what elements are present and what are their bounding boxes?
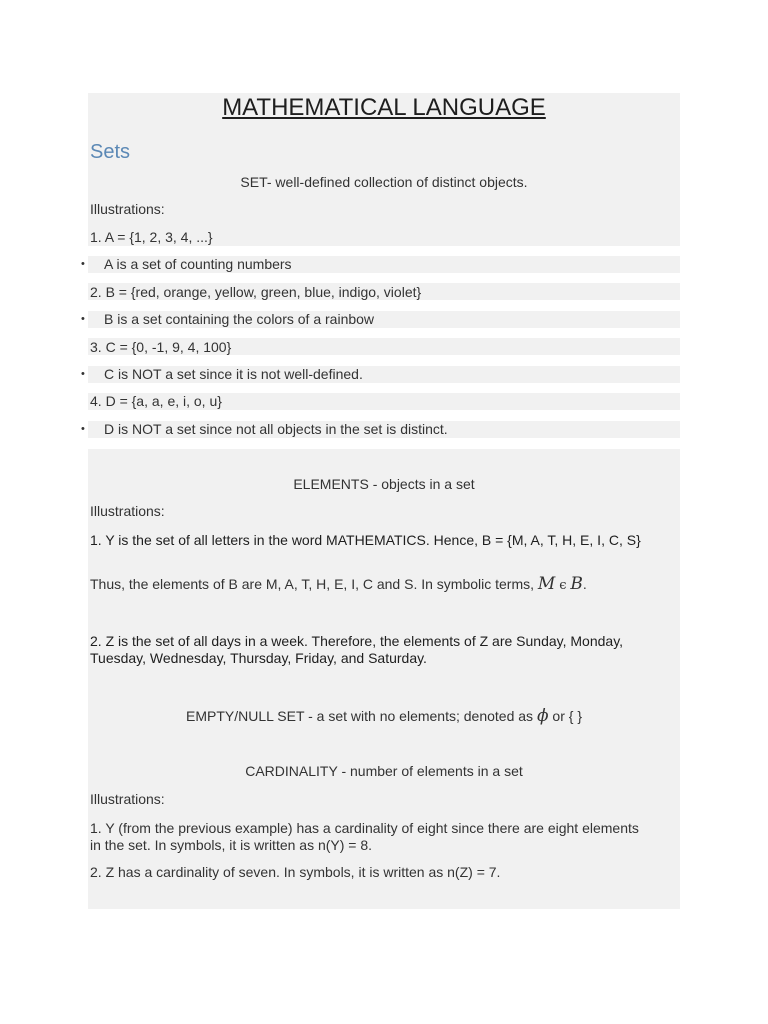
elements-definition: ELEMENTS - objects in a set — [293, 476, 475, 492]
example-set-d-note: D is NOT a set since not all objects in the set is distinct. — [104, 421, 448, 437]
empty-set-symbol: ϕ — [536, 706, 549, 726]
empty-set-text: EMPTY/NULL SET - a set with no elements; denoted as — [185, 708, 534, 724]
math-set: B — [570, 574, 583, 594]
cardinality-example-2: 2. Z has a cardinality of seven. In symbols, it is written as n(Z) = 7. — [90, 864, 501, 880]
example-set-d: 4. D = {a, a, e, i, o, u} — [90, 393, 222, 409]
example-set-c: 3. C = {0, -1, 9, 4, 100} — [90, 339, 232, 355]
set-definition: SET- well-defined collection of distinct objects. — [240, 174, 528, 190]
example-set-c-note: C is NOT a set since it is not well-defined. — [104, 366, 363, 382]
example-set-b-note: B is a set containing the colors of a rainbow — [104, 311, 375, 327]
elements-example-1-followup — [90, 576, 587, 594]
cardinality-illustrations-label: Illustrations: — [90, 791, 165, 807]
empty-set-definition — [88, 708, 680, 725]
sentence-period: . — [582, 576, 587, 592]
bullet-dot: • — [81, 258, 85, 270]
element-of-symbol: ϵ — [559, 578, 567, 593]
math-element: M — [537, 574, 556, 594]
elements-example-1: 1. Y is the set of all letters in the word MATHEMATICS. Hence, B = {M, A, T, H, E, I, C, S} — [90, 532, 641, 548]
bullet-dot: • — [81, 313, 85, 325]
bullet-dot: • — [81, 423, 85, 435]
elements-followup-text: Thus, the elements of B are M, A, T, H, E, I, C and S. In symbolic terms, — [90, 576, 535, 592]
example-set-a-note: A is a set of counting numbers — [104, 256, 292, 272]
membership-expression — [538, 576, 583, 592]
cardinality-definition: CARDINALITY - number of elements in a set — [245, 763, 523, 779]
section-heading-sets: Sets — [90, 141, 131, 163]
empty-set-alternative: or { } — [552, 708, 583, 724]
page-title: MATHEMATICAL LANGUAGE — [222, 94, 546, 121]
example-set-b: 2. B = {red, orange, yellow, green, blue, indigo, violet} — [90, 284, 422, 300]
example-set-a: 1. A = {1, 2, 3, 4, ...} — [90, 229, 213, 245]
illustrations-label: Illustrations: — [90, 201, 165, 217]
cardinality-example-1: 1. Y (from the previous example) has a cardinality of eight since there are eight elements in the set. In symbols, it is written as n(Y) = 8. — [90, 820, 639, 853]
elements-illustrations-label: Illustrations: — [90, 503, 165, 519]
elements-example-2: 2. Z is the set of all days in a week. Therefore, the elements of Z are Sunday, Monday, Tuesday, Wednesday, Thursday, Friday, and Saturday. — [90, 633, 624, 666]
bullet-dot: • — [81, 368, 85, 380]
